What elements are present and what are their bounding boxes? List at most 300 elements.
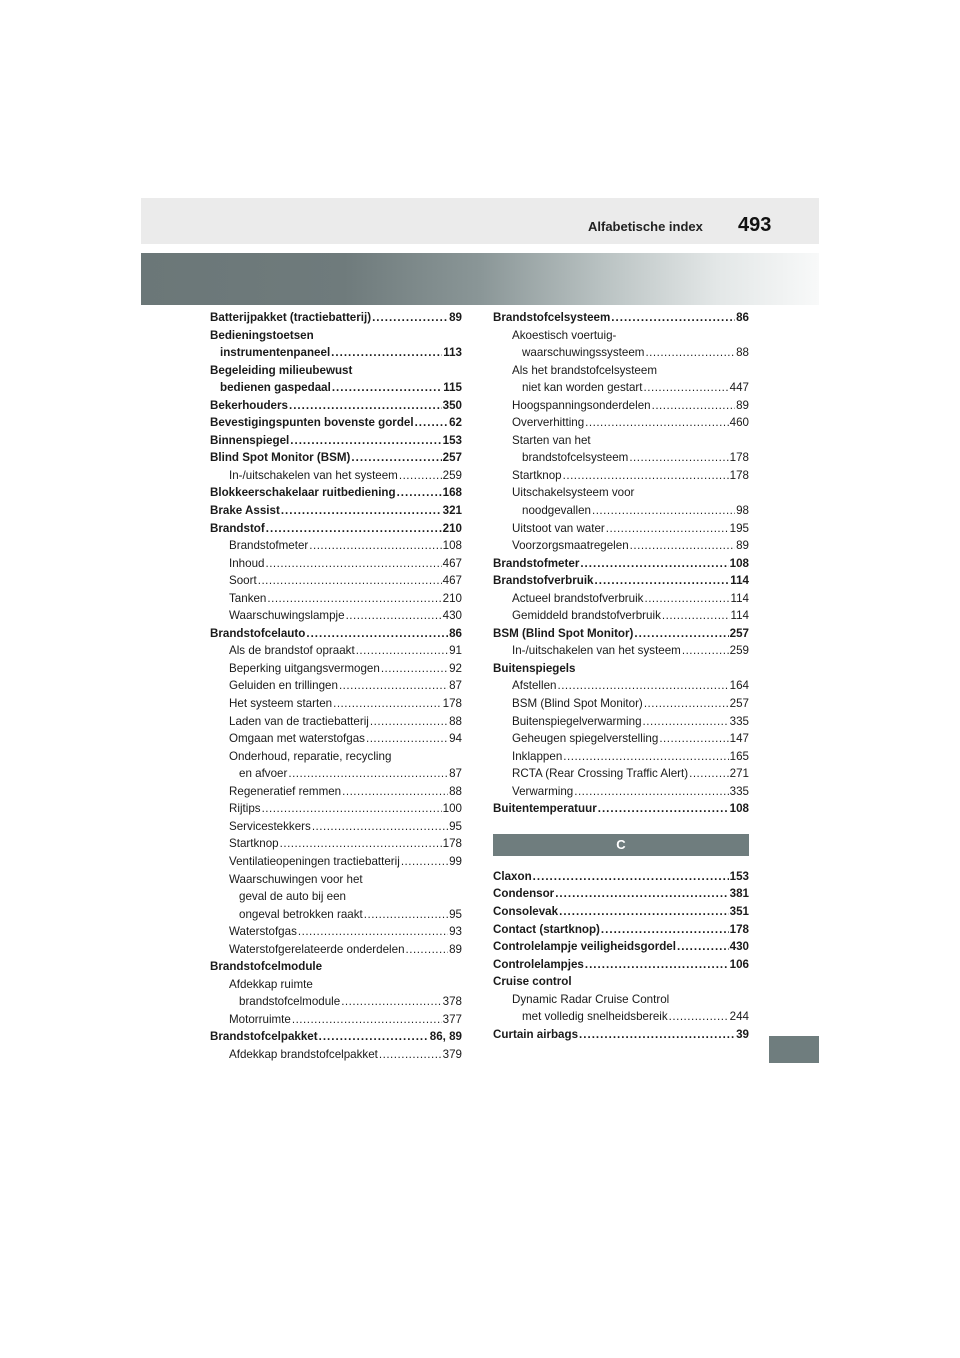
index-entry-page: 86 — [449, 626, 462, 640]
index-entry-page: 271 — [729, 767, 749, 781]
dot-leader — [262, 800, 442, 818]
index-entry — [210, 327, 462, 345]
index-entry-term: Condensor — [493, 887, 555, 901]
index-entry — [210, 590, 462, 608]
index-entry-term: Onderhoud, reparatie, recycling — [229, 749, 392, 763]
index-entry — [493, 730, 749, 748]
index-entry-term: Geluiden en trillingen — [229, 679, 338, 693]
index-entry-term: Brake Assist — [210, 504, 280, 518]
index-entry-term: Consolevak — [493, 904, 559, 918]
dot-leader — [669, 1008, 729, 1026]
index-entry-term: Akoestisch voertuig- — [512, 328, 617, 342]
index-entry-term: RCTA (Rear Crossing Traffic Alert) — [512, 767, 689, 781]
index-entry-page: 94 — [449, 732, 462, 746]
dot-leader — [346, 607, 442, 625]
index-entry-term: Ventilatieopeningen tractiebatterij — [229, 854, 400, 868]
dot-leader — [267, 590, 441, 608]
dot-leader — [351, 449, 441, 467]
dot-leader — [644, 379, 729, 397]
index-entry-page: 95 — [449, 819, 462, 833]
index-column-left — [210, 309, 462, 1064]
index-entry-term: Uitstoot van water — [512, 521, 605, 535]
index-entry — [493, 432, 749, 450]
index-section-c — [493, 868, 749, 1043]
index-entry-term: Oververhitting — [512, 416, 585, 430]
dot-leader — [579, 1026, 735, 1044]
index-entry — [210, 449, 462, 467]
index-entry — [210, 1011, 462, 1029]
index-entry-page: 178 — [442, 697, 462, 711]
index-entry-page: 115 — [443, 381, 462, 395]
index-entry-term: Waterstofgerelateerde onderdelen — [229, 942, 405, 956]
index-entry — [493, 572, 749, 590]
index-entry-page: 351 — [729, 904, 749, 918]
index-entry-term: Het systeem starten — [229, 697, 333, 711]
index-entry-page: 114 — [730, 609, 749, 623]
index-entry-term: BSM (Blind Spot Monitor) — [493, 626, 634, 640]
index-entry-page: 257 — [729, 626, 749, 640]
index-entry-term: Buitenspiegelverwarming — [512, 714, 642, 728]
index-entry-page: 210 — [442, 591, 462, 605]
index-entry — [493, 537, 749, 555]
header-band — [141, 198, 819, 244]
index-entry-page: 100 — [442, 802, 462, 816]
index-entry-term: Uitschakelsysteem voor — [512, 486, 635, 500]
index-entry-term: niet kan worden gestart — [522, 381, 643, 395]
index-entry — [493, 379, 749, 397]
index-entry-term: Geheugen spiegelverstelling — [512, 732, 659, 746]
dot-leader — [309, 537, 441, 555]
index-entry-term: Startknop — [512, 468, 562, 482]
index-entry-page: 99 — [449, 854, 462, 868]
index-entry — [210, 467, 462, 485]
index-entry-page: 153 — [442, 433, 462, 447]
dot-leader — [580, 555, 728, 573]
dot-leader — [332, 379, 442, 397]
dot-leader — [611, 309, 735, 327]
index-entry-page: 87 — [449, 767, 462, 781]
index-entry — [210, 765, 462, 783]
index-entry-term: Startknop — [229, 837, 279, 851]
index-entry-page: 62 — [449, 416, 462, 430]
index-entry-page: 195 — [729, 521, 749, 535]
index-entry-page: 114 — [730, 574, 749, 588]
index-entry-term: Bekerhouders — [210, 398, 288, 412]
page-number: 493 — [738, 214, 772, 236]
index-entry-page: 321 — [442, 504, 462, 518]
index-entry — [210, 572, 462, 590]
index-entry-term: Controlelampje veiligheidsgordel — [493, 940, 676, 954]
index-entry — [493, 327, 749, 345]
index-entry — [210, 730, 462, 748]
index-entry — [210, 835, 462, 853]
index-entry-term: Bedieningstoetsen — [210, 328, 314, 342]
index-entry — [210, 748, 462, 766]
index-entry-page: 430 — [729, 940, 749, 954]
index-entry — [210, 537, 462, 555]
index-entry — [493, 800, 749, 818]
dot-leader — [341, 993, 441, 1011]
dot-leader — [289, 397, 442, 415]
index-entry — [493, 414, 749, 432]
index-entry-term: Als het brandstofcelsysteem — [512, 363, 657, 377]
dot-leader — [652, 397, 736, 415]
index-entry — [210, 958, 462, 976]
index-entry-page: 377 — [442, 1012, 462, 1026]
index-entry-term: Starten van het — [512, 433, 591, 447]
dot-leader — [280, 835, 442, 853]
index-entry-page: 88 — [449, 714, 462, 728]
index-entry-term: Beperking uitgangsvermogen — [229, 661, 380, 675]
index-entry-page: 168 — [442, 486, 462, 500]
index-entry-term: met volledig snelheidsbereik — [522, 1010, 668, 1024]
index-entry-term: Blind Spot Monitor (BSM) — [210, 451, 351, 465]
dot-leader — [585, 956, 729, 974]
index-entry-term: brandstofcelmodule — [239, 995, 341, 1009]
index-entry-page: 381 — [729, 887, 749, 901]
index-entry-term: BSM (Blind Spot Monitor) — [512, 697, 643, 711]
index-entry-page: 460 — [729, 416, 749, 430]
index-entry-page: 108 — [729, 802, 749, 816]
dot-leader — [288, 765, 448, 783]
dot-leader — [266, 520, 442, 538]
index-entry — [210, 818, 462, 836]
index-entry-page: 259 — [442, 468, 462, 482]
index-entry-page: 39 — [736, 1027, 749, 1041]
index-entry-term: bedienen gaspedaal — [220, 381, 331, 395]
index-entry — [210, 660, 462, 678]
index-entry-page: 147 — [729, 732, 749, 746]
index-entry-page: 378 — [442, 995, 462, 1009]
index-entry-term: brandstofcelsysteem — [522, 451, 629, 465]
index-entry-term: Blokkeerschakelaar ruitbediening — [210, 486, 396, 500]
index-entry-page: 257 — [729, 697, 749, 711]
index-entry-page: 467 — [442, 556, 462, 570]
index-entry-term: ongeval betrokken raakt — [239, 907, 363, 921]
dot-leader — [682, 642, 729, 660]
dot-leader — [659, 730, 728, 748]
dot-leader — [331, 344, 442, 362]
index-entry-term: Waterstofgas — [229, 925, 297, 939]
dot-leader — [634, 625, 728, 643]
index-entry — [210, 783, 462, 801]
index-entry-term: Batterijpakket (tractiebatterij) — [210, 311, 372, 324]
index-entry-term: Brandstofverbruik — [493, 574, 594, 588]
dot-leader — [356, 642, 448, 660]
dot-leader — [339, 677, 448, 695]
index-entry-page: 89 — [449, 311, 462, 324]
dot-leader — [644, 695, 729, 713]
dot-leader — [258, 572, 442, 590]
dot-leader — [333, 695, 442, 713]
index-entry — [493, 449, 749, 467]
index-entry-term: Hoogspanningsonderdelen — [512, 398, 651, 412]
index-entry — [493, 555, 749, 573]
dot-leader — [689, 765, 729, 783]
index-entry-page: 93 — [449, 925, 462, 939]
section-header-c: C — [493, 834, 749, 856]
index-entry — [493, 903, 749, 921]
index-entry-page: 178 — [729, 468, 749, 482]
index-entry-page: 350 — [442, 398, 462, 412]
index-entry — [210, 888, 462, 906]
index-entry — [210, 695, 462, 713]
dot-leader — [533, 868, 729, 886]
index-entry-term: Brandstofcelsysteem — [493, 311, 611, 324]
dot-leader — [598, 800, 729, 818]
index-entry-page: 153 — [729, 869, 749, 883]
dot-leader — [312, 818, 448, 836]
index-entry-page: 106 — [729, 957, 749, 971]
index-entry — [210, 607, 462, 625]
index-entry-page: 108 — [729, 556, 749, 570]
index-entry-term: Rijtips — [229, 802, 261, 816]
index-entry-page: 108 — [442, 539, 462, 553]
index-entry-page: 98 — [736, 504, 749, 518]
index-entry-term: Buitentemperatuur — [493, 802, 597, 816]
dot-leader — [290, 432, 441, 450]
index-entry — [493, 677, 749, 695]
index-entry-page: 259 — [729, 644, 749, 658]
index-entry — [210, 976, 462, 994]
index-entry — [210, 1046, 462, 1064]
index-entry-term: Actueel brandstofverbruik — [512, 591, 644, 605]
dot-leader — [559, 903, 729, 921]
index-entry-term: Cruise control — [493, 975, 572, 989]
index-entry — [493, 885, 749, 903]
dot-leader — [381, 660, 448, 678]
dot-leader — [366, 730, 448, 748]
index-entry-term: Waarschuwingslampje — [229, 609, 345, 623]
index-entry-term: Regeneratief remmen — [229, 784, 342, 798]
index-entry-page: 88 — [736, 346, 749, 360]
index-entry-term: Voorzorgsmaatregelen — [512, 539, 629, 553]
index-entry-page: 335 — [729, 784, 749, 798]
index-entry — [210, 941, 462, 959]
index-entry — [493, 713, 749, 731]
dot-leader — [265, 555, 441, 573]
index-entry-term: In-/uitschakelen van het systeem — [229, 468, 398, 482]
index-entry-term: Controlelampjes — [493, 957, 584, 971]
index-entry-page: 89 — [736, 398, 749, 412]
index-entry-term: en afvoer — [239, 767, 288, 781]
index-entry-term: Waarschuwingen voor het — [229, 872, 363, 886]
index-entry-page: 113 — [443, 346, 462, 360]
index-entry — [210, 993, 462, 1011]
index-entry-term: Bevestigingspunten bovenste gordel — [210, 416, 414, 430]
index-entry-page: 86 — [736, 311, 749, 324]
index-entry-term: Begeleiding milieubewust — [210, 363, 353, 377]
index-entry — [493, 309, 749, 327]
index-entry — [493, 783, 749, 801]
index-entry-term: waarschuwingssysteem — [522, 346, 645, 360]
index-entry — [493, 748, 749, 766]
index-entry-term: Gemiddeld brandstofverbruik — [512, 609, 661, 623]
index-entry-term: Als de brandstof opraakt — [229, 644, 355, 658]
index-entry-page: 89 — [736, 539, 749, 553]
index-entry-page: 114 — [730, 591, 749, 605]
chapter-side-tab — [769, 1036, 819, 1063]
index-entry-term: Afdekkap ruimte — [229, 977, 313, 991]
index-entry — [493, 520, 749, 538]
index-entry-term: Brandstofmeter — [229, 539, 309, 553]
index-entry — [493, 938, 749, 956]
index-entry-term: Brandstofcelauto — [210, 626, 306, 640]
index-entry — [210, 642, 462, 660]
dot-leader — [415, 414, 449, 432]
index-entry-term: geval de auto bij een — [239, 890, 347, 904]
dot-leader — [406, 941, 449, 959]
index-entry-page: 244 — [729, 1010, 749, 1024]
index-entry-page: 88 — [449, 784, 462, 798]
index-entry-page: 95 — [449, 907, 462, 921]
dot-leader — [399, 467, 442, 485]
index-entry — [210, 414, 462, 432]
index-entry — [493, 1026, 749, 1044]
index-entry — [493, 344, 749, 362]
dot-leader — [342, 783, 448, 801]
dot-leader — [574, 783, 728, 801]
dot-leader — [630, 537, 735, 555]
dot-leader — [401, 853, 448, 871]
index-entry — [210, 432, 462, 450]
index-entry-term: Laden van de tractiebatterij — [229, 714, 369, 728]
decorative-gradient-band — [141, 253, 819, 305]
index-entry — [493, 467, 749, 485]
dot-leader — [364, 906, 448, 924]
index-entry — [210, 800, 462, 818]
index-entry — [210, 397, 462, 415]
index-entry-term: Claxon — [493, 869, 532, 883]
dot-leader — [372, 309, 448, 327]
index-entry — [210, 1028, 462, 1046]
index-entry-term: Inklappen — [512, 749, 563, 763]
index-entry — [493, 868, 749, 886]
dot-leader — [592, 502, 735, 520]
index-entry-page: 87 — [449, 679, 462, 693]
index-entry-term: Omgaan met waterstofgas — [229, 732, 365, 746]
index-entry — [210, 853, 462, 871]
dot-leader — [629, 449, 728, 467]
index-section-b-continued — [493, 309, 749, 818]
dot-leader — [595, 572, 730, 590]
index-entry — [210, 906, 462, 924]
dot-leader — [292, 1011, 442, 1029]
index-entry-term: Tanken — [229, 591, 267, 605]
dot-leader — [319, 1028, 429, 1046]
index-entry — [210, 484, 462, 502]
index-entry-page: 178 — [729, 922, 749, 936]
index-entry-term: Curtain airbags — [493, 1027, 579, 1041]
index-entry-page: 164 — [729, 679, 749, 693]
index-entry — [493, 625, 749, 643]
index-entry — [210, 555, 462, 573]
dot-leader — [555, 885, 728, 903]
index-entry-term: noodgevallen — [522, 504, 591, 518]
index-entry-term: Dynamic Radar Cruise Control — [512, 992, 670, 1006]
index-entry — [493, 642, 749, 660]
index-entry — [493, 695, 749, 713]
index-entry-page: 178 — [442, 837, 462, 851]
dot-leader — [370, 713, 448, 731]
index-entry-page: 165 — [729, 749, 749, 763]
index-entry — [210, 923, 462, 941]
index-entry-term: Binnenspiegel — [210, 433, 290, 447]
index-entry — [493, 502, 749, 520]
index-entry-term: instrumentenpaneel — [220, 346, 331, 360]
index-entry — [493, 921, 749, 939]
dot-leader — [379, 1046, 442, 1064]
dot-leader — [606, 520, 729, 538]
index-entry-page: 86, 89 — [429, 1030, 462, 1044]
header-title: Alfabetische index — [588, 219, 703, 234]
index-entry — [493, 765, 749, 783]
index-entry-term: Brandstofcelpakket — [210, 1030, 318, 1044]
index-entry-page: 335 — [729, 714, 749, 728]
dot-leader — [585, 414, 728, 432]
index-entry — [210, 713, 462, 731]
index-entry — [210, 677, 462, 695]
index-entry-term: Buitenspiegels — [493, 661, 576, 675]
index-entry-term: Verwarming — [512, 784, 574, 798]
index-entry — [210, 379, 462, 397]
index-entry — [210, 362, 462, 380]
index-entry-page: 257 — [442, 451, 462, 465]
index-entry — [210, 309, 462, 327]
index-entry-page: 91 — [449, 644, 462, 658]
index-entry — [493, 590, 749, 608]
index-entry — [493, 484, 749, 502]
index-entry-term: Soort — [229, 574, 257, 588]
dot-leader — [298, 923, 448, 941]
index-entry — [210, 520, 462, 538]
index-entry-term: Brandstofcelmodule — [210, 960, 323, 974]
index-entry-page: 178 — [729, 451, 749, 465]
index-entry-term: Inhoud — [229, 556, 265, 570]
index-entry-term: Servicestekkers — [229, 819, 311, 833]
dot-leader — [563, 748, 728, 766]
dot-leader — [397, 484, 442, 502]
index-entry — [493, 991, 749, 1009]
dot-leader — [563, 467, 729, 485]
index-entry-term: Brandstof — [210, 521, 265, 535]
index-entry-page: 467 — [442, 574, 462, 588]
index-entry-term: Motorruimte — [229, 1012, 291, 1026]
dot-leader — [281, 502, 442, 520]
index-entry-term: In-/uitschakelen van het systeem — [512, 644, 681, 658]
dot-leader — [306, 625, 448, 643]
index-entry-page: 89 — [449, 942, 462, 956]
dot-leader — [644, 590, 729, 608]
index-entry-term: Brandstofmeter — [493, 556, 580, 570]
index-entry-page: 379 — [442, 1047, 462, 1061]
index-entry — [210, 502, 462, 520]
index-entry — [493, 973, 749, 991]
index-entry — [493, 362, 749, 380]
index-entry — [493, 660, 749, 678]
index-entry-term: Afdekkap brandstofcelpakket — [229, 1047, 378, 1061]
index-entry-term: Contact (startknop) — [493, 922, 600, 936]
index-entry — [210, 625, 462, 643]
index-entry — [493, 956, 749, 974]
index-entry-page: 447 — [729, 381, 749, 395]
dot-leader — [677, 938, 729, 956]
index-entry — [493, 1008, 749, 1026]
index-entry — [210, 871, 462, 889]
index-entry — [493, 397, 749, 415]
index-entry — [210, 344, 462, 362]
dot-leader — [662, 607, 730, 625]
